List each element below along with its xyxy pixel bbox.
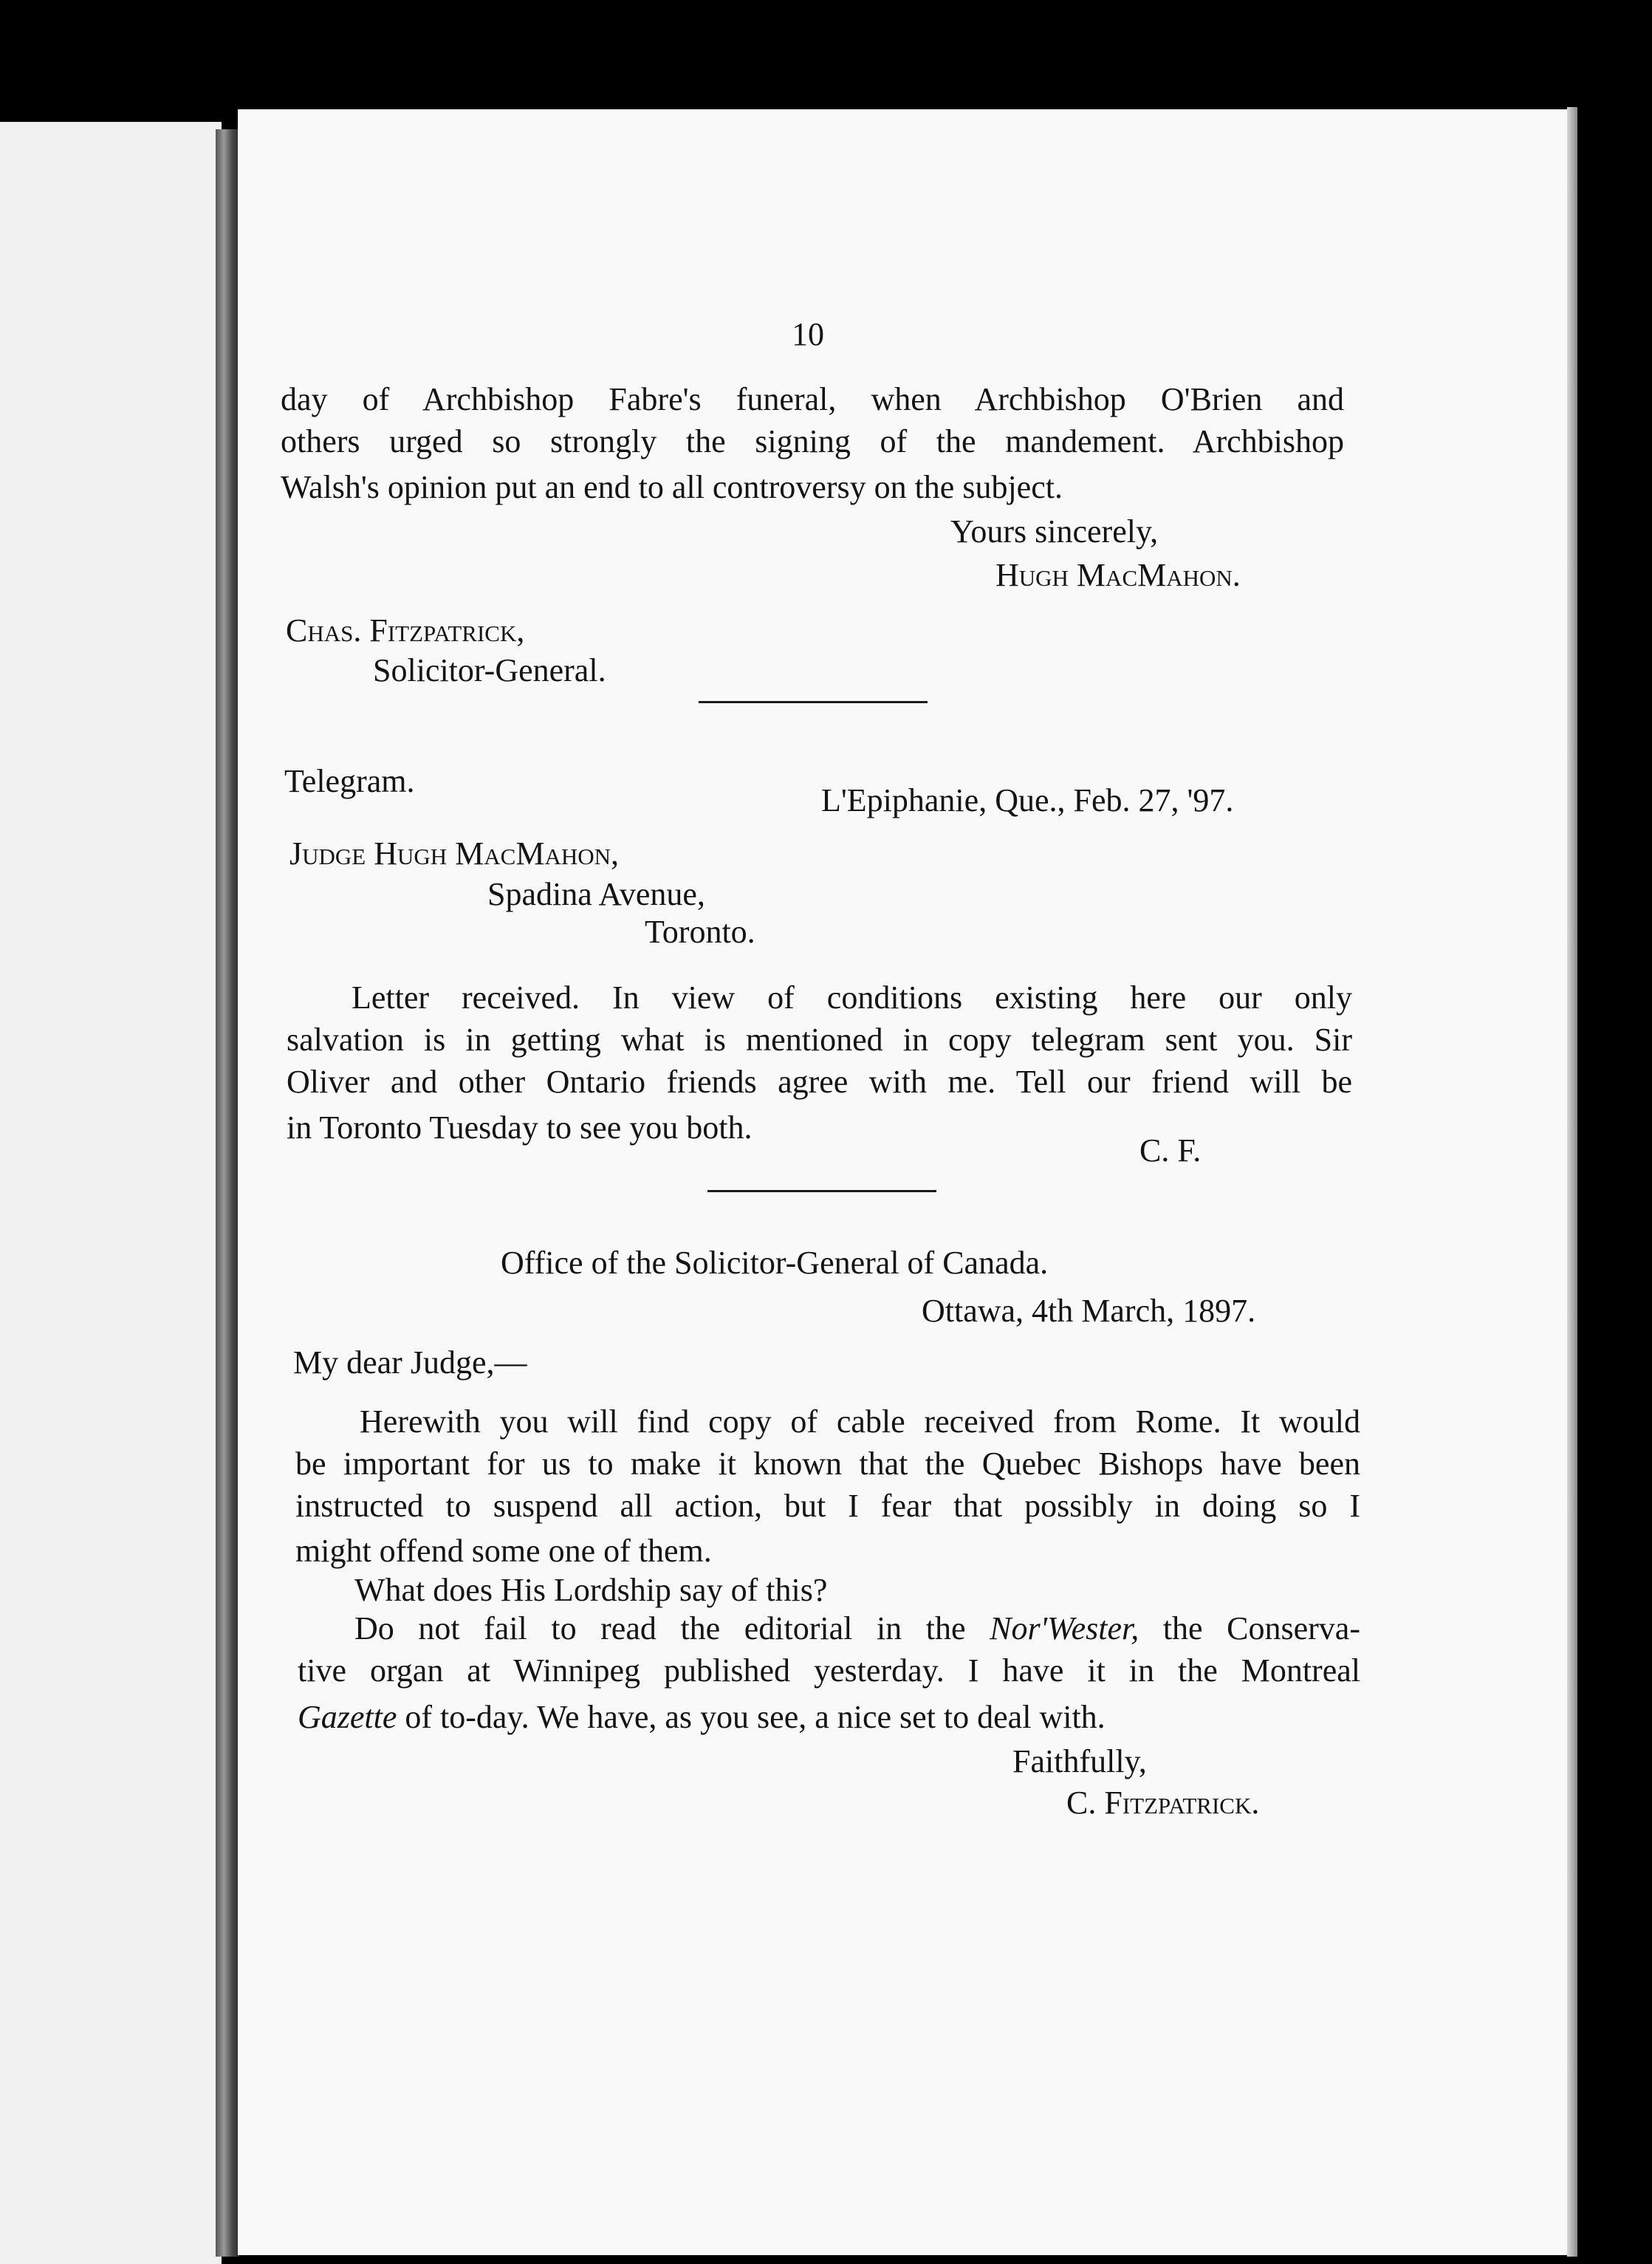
letter2-p3-line-1 <box>354 1607 1360 1649</box>
letter1-line-1: day of Archbishop Fabre's funeral, when Archbishop O'Brien and <box>281 381 1344 417</box>
telegram-line-3: Oliver and other Ontario friends agree with me. Tell our friend will be <box>287 1064 1352 1100</box>
letter2-p3-line-3-b: of to-day. We have, as you see, a nice set to deal with. <box>405 1699 1106 1735</box>
letter2-p3-line-2: tive organ at Winnipeg published yesterday. I have it in the Montreal <box>298 1652 1360 1689</box>
letter2-closing: Faithfully, <box>1012 1743 1147 1779</box>
letter2-signature: C. Fitzpatrick. <box>1066 1785 1260 1821</box>
section-divider-1 <box>699 701 928 703</box>
letter2-p1-line-3: instructed to suspend all action, but I fear that possibly in doing so I <box>295 1488 1360 1524</box>
letter1-addressee-title: Solicitor-General. <box>373 652 606 688</box>
newspaper-gazette: Gazette <box>298 1699 397 1735</box>
telegram-address-street: Spadina Avenue, <box>487 876 705 912</box>
letter2-p1-line-2: be important for us to make it known that the Quebec Bishops have been <box>295 1446 1360 1482</box>
letter1-signature: Hugh MacMahon. <box>995 557 1241 593</box>
section-divider-2 <box>707 1190 936 1192</box>
letter2-p1-line-4: might offend some one of them. <box>295 1533 712 1569</box>
telegram-place-date: L'Epiphanie, Que., Feb. 27, '97. <box>821 782 1234 818</box>
telegram-line-1: Letter received. In view of conditions existing here our only <box>352 979 1352 1016</box>
telegram-line-2: salvation is in getting what is mentioned in copy telegram sent you. Sir <box>287 1022 1352 1058</box>
letter2-p2: What does His Lordship say of this? <box>354 1572 828 1608</box>
letter1-addressee-name: Chas. Fitzpatrick, <box>286 612 525 649</box>
page-edge-shadow <box>1567 107 1577 2257</box>
letter2-office: Office of the Solicitor-General of Canada. <box>501 1245 1049 1281</box>
left-page <box>0 122 222 2264</box>
letter1-line-2: others urged so strongly the signing of the mandement. Archbishop <box>281 423 1344 459</box>
letter1-line-3: Walsh's opinion put an end to all controversy on the subject. <box>281 469 1063 505</box>
letter2-p1-line-1: Herewith you will find copy of cable received from Rome. It would <box>360 1403 1360 1440</box>
letter2-place-date: Ottawa, 4th March, 1897. <box>922 1293 1256 1329</box>
newspaper-norwester: Nor'Wester, <box>990 1610 1139 1646</box>
letter2-p3-line-1-b: the Conserva- <box>1162 1610 1360 1646</box>
telegram-line-4: in Toronto Tuesday to see you both. <box>287 1109 753 1146</box>
book-spine <box>216 129 239 2257</box>
letter2-p3-line-3 <box>298 1701 1106 1734</box>
letter2-p3-line-1-a: Do not fail to read the editorial in the <box>354 1610 966 1646</box>
telegram-address-city: Toronto. <box>645 914 755 950</box>
letter2-salutation: My dear Judge,— <box>293 1344 527 1381</box>
letter1-closing: Yours sincerely, <box>950 513 1159 550</box>
telegram-signature: C. F. <box>1139 1132 1202 1169</box>
page-number: 10 <box>792 316 824 352</box>
telegram-address-name: Judge Hugh MacMahon, <box>289 835 620 872</box>
telegram-heading: Telegram. <box>284 763 415 799</box>
